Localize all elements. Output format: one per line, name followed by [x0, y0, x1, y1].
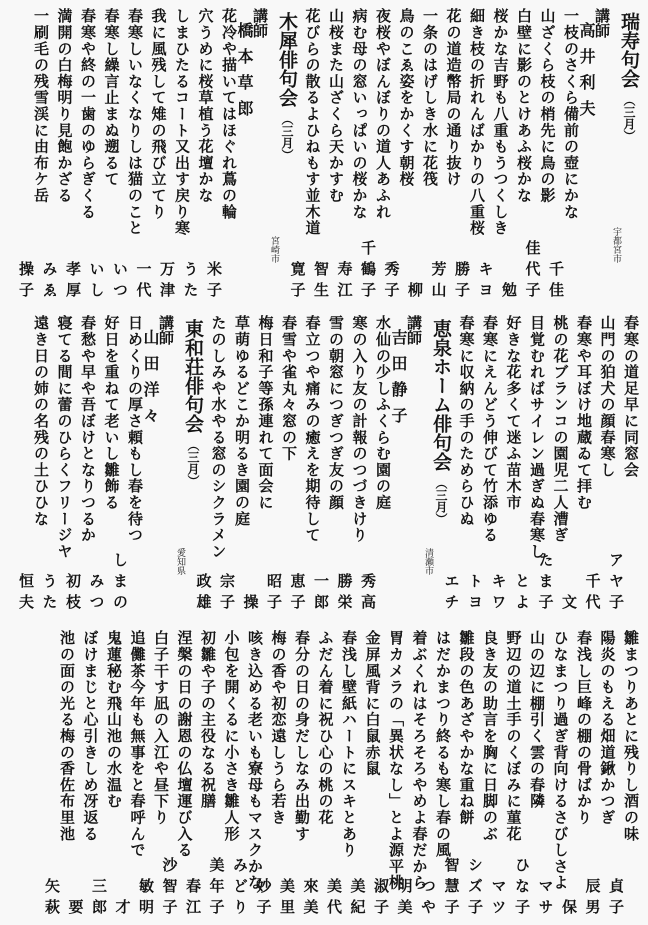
- poem-text: 春寒の道足早に同窓会: [622, 315, 640, 478]
- poem-author: みゑ: [40, 261, 59, 303]
- poem-text: 桃の花ブランコの園児二人漕ぎ: [551, 315, 570, 544]
- teacher-city: 清瀬市: [423, 548, 433, 575]
- teacher-name: 山田洋々: [141, 329, 160, 433]
- poem-text: 花びらの散るよひねもす並木道: [303, 8, 322, 237]
- group-month: （三月）: [280, 113, 294, 161]
- group-month: （三月）: [434, 477, 448, 525]
- poem-text: 白壁に影のとけあふ桜かな: [515, 8, 533, 204]
- poem-text: しまひたるコート又出す戻り寒: [173, 8, 191, 237]
- poem-text: 春雪や雀丸々窓の下: [280, 315, 298, 462]
- poem-text: 日めくりの厚さ頼もし春を待つ: [126, 315, 144, 544]
- poem-text: ひなまつり過ぎ背向けるさびしさよ: [551, 630, 570, 891]
- poem-author: みどり: [231, 857, 249, 920]
- poem-text: 一刷毛の残雪渓に由布ケ岳: [32, 8, 50, 204]
- poem-text: 涅槃の日の謝恩の仏壇運び入る: [175, 630, 194, 859]
- poem-text: 鬼蓮秘む飛山池の水温む: [105, 630, 123, 810]
- group-month: （三月）: [622, 94, 636, 142]
- poem-author: 美里: [278, 878, 296, 920]
- poem-author: 初枝: [64, 573, 82, 615]
- teacher-name: 高井利夫: [577, 22, 596, 126]
- poem-text: 我に風残して雉の飛び立てり: [149, 8, 168, 220]
- poem-author: 芳山: [429, 261, 448, 303]
- poem-text: 春愁や早や吾ぼけとなりつるか: [79, 315, 97, 544]
- poem-author: たま子: [536, 552, 555, 615]
- poem-author: 矢萩: [43, 878, 61, 920]
- poem-text: 山の辺に棚引く雲の春隣: [528, 630, 546, 810]
- poem-text: 花の道造幣局の通り抜け: [444, 8, 463, 188]
- poem-author: 勝栄: [335, 573, 354, 615]
- poem-author: 恵子: [288, 573, 307, 615]
- group-title: [604, 8, 638, 307]
- group-title: [262, 8, 296, 307]
- poem-text: 咳き込める老いも寮母もマスクかな: [246, 630, 264, 891]
- poem-text: 野辺の道土手のくぼみに菫花: [504, 630, 523, 842]
- teacher-label: 講師: [251, 8, 269, 38]
- teacher-name: 吉田静子: [389, 329, 408, 433]
- teacher-city: 愛知県: [175, 548, 185, 575]
- poem-author: 一代: [134, 261, 153, 303]
- poem-text: 春寒に収納の手のためらひぬ: [457, 315, 476, 527]
- poem-text: 好きな花多くて迷ふ苗木市: [504, 315, 523, 511]
- poem-author: 沙智子: [160, 857, 179, 920]
- poem-author: 宗子: [218, 573, 236, 615]
- poem-text: ぼけまじと心引きしめ冴返る: [81, 630, 100, 842]
- poem-text: 山ざくら枝の梢先に鳥の影: [538, 8, 557, 204]
- poem-author: うた: [40, 573, 59, 615]
- teacher-city: 宮崎市: [269, 236, 279, 263]
- poem-text: 山桜また山ざくら天かすむ: [327, 8, 345, 204]
- poem-text: 草萌ゆるどこか明るき園の庭: [233, 315, 251, 527]
- poem-author: マツ: [489, 878, 508, 920]
- poem-author: 秀高: [359, 573, 377, 615]
- poem-author: キワ: [489, 573, 508, 615]
- poem-text: 陽炎のもえる畑道鍬かつぎ: [598, 630, 617, 826]
- group-title-text: 恵泉ホーム俳句会: [430, 319, 452, 471]
- poem-text: 水仙の少しふくらむ園の庭: [374, 315, 392, 511]
- poem-author: 佳代子: [523, 240, 542, 303]
- poem-text: 初雛や子の主役なる祝膳: [199, 630, 217, 810]
- poem-text: 目覚むればサイレン過ぎぬ春寒し: [528, 315, 546, 560]
- poem-author: みつ: [87, 573, 106, 615]
- poem-author: 明美: [395, 878, 414, 920]
- tier-2: [0, 315, 648, 615]
- poem-text: 寝てる間に蕾のひらくフリージヤ: [55, 315, 74, 560]
- poem-author: 淑子: [372, 878, 390, 920]
- poem-text: 雪の朝窓につぎつぎ友の顔: [327, 315, 345, 511]
- teacher-credit: [577, 8, 621, 303]
- poem-author: 美年子: [207, 857, 226, 920]
- poem-author: 柳: [406, 282, 424, 303]
- poem-text: 寒の入り友の計報のつづきけり: [350, 315, 369, 544]
- poem-text: 雛まつりあとに残りし酒の味: [622, 630, 640, 842]
- poem-text: 追儺茶今年も無事をと春呼んで: [128, 630, 147, 859]
- poem-author: 來美: [301, 878, 320, 920]
- teacher-label: 講師: [593, 8, 611, 38]
- poem-text: 小包を開くるに小さき雛人形: [222, 630, 241, 842]
- poem-author: 妙子: [254, 878, 273, 920]
- poem-text: 一条のはげしき水に花筏: [421, 8, 439, 188]
- group-month: （三月）: [186, 439, 200, 487]
- poem-author: 美代: [325, 878, 343, 920]
- group-title: [168, 315, 202, 619]
- teacher-name: 橋本草郎: [235, 22, 254, 126]
- group-title: [416, 315, 450, 619]
- poem-author: 操子: [17, 261, 35, 303]
- poem-text: 春寒し繰言止まぬ遡るて: [102, 8, 121, 188]
- teacher-label: 講師: [157, 315, 175, 345]
- poem-author: 政雄: [194, 573, 213, 615]
- poem-author: いつ: [111, 261, 129, 303]
- poem-author: シズ子: [466, 857, 484, 920]
- poem-author: 智生: [312, 261, 330, 303]
- poem-author: 秀子: [382, 261, 401, 303]
- poem-author: 寛子: [288, 261, 307, 303]
- poem-author: いし: [87, 261, 106, 303]
- teacher-credit: [141, 315, 185, 615]
- poem-author: 昭子: [265, 573, 283, 615]
- poem-text: 夜桜やぼんぼりの道人あふれ: [374, 8, 392, 220]
- poem-author: 敏明: [137, 878, 155, 920]
- tier-1: [0, 8, 648, 303]
- poem-author: 保: [560, 899, 578, 920]
- poem-author: しまの: [111, 552, 129, 615]
- group-title-text: 東和荘俳句会: [182, 319, 204, 433]
- poem-text: 胃カメラの「異状なし」とよ源平桃: [387, 630, 405, 891]
- poem-text: 春浅し壁紙ハートにスキとあり: [340, 630, 358, 859]
- poem-text: 春分の日の身だしなみ出勤す: [293, 630, 311, 842]
- poem-text: 梅の香や初恋遠しうら若き: [269, 630, 288, 826]
- teacher-credit: [235, 8, 279, 303]
- poem-author: 千鶴子: [359, 240, 377, 303]
- poem: [43, 630, 76, 920]
- poem-text: 着ぶくれはそろそろやめよ春だから: [410, 630, 429, 891]
- poem-text: 一枝のさくら備前の壺にかな: [562, 8, 580, 220]
- poem-author: マサ: [536, 878, 555, 920]
- tier-3: [0, 630, 648, 920]
- poem-author: 操: [241, 594, 260, 615]
- teacher-credit: [389, 315, 433, 615]
- poem-text: 金屏風背に白鼠赤鼠: [363, 630, 382, 777]
- poem-text: 春寒にえんどう伸びて竹添ゆる: [481, 315, 499, 544]
- poem-author: 才: [113, 899, 132, 920]
- poem-author: 文: [560, 594, 578, 615]
- poem-author: 勝子: [453, 261, 471, 303]
- poem-text: 好日を重ねて老いし雛飾る: [102, 315, 121, 511]
- poem-author: とよ: [513, 573, 531, 615]
- poem-text: 満開の白梅明り見飽かざる: [55, 8, 74, 204]
- poem-text: たのしみや水やる窓のシクラメン: [209, 315, 228, 560]
- poem-text: 白子干す凪の入江や昼下り: [152, 630, 170, 826]
- poem-author: キヨ: [476, 261, 495, 303]
- poem-author: 寿江: [335, 261, 354, 303]
- poem-author: 勉: [500, 282, 518, 303]
- poem-author: 千代: [583, 573, 602, 615]
- teacher-city: 宇都宮市: [611, 227, 621, 263]
- poem-author: 辰男: [583, 878, 602, 920]
- poem-text: 細き枝の折れんばかりの八重桜: [468, 8, 486, 237]
- poem-text: 春寒しいなくなりしは猫のこと: [126, 8, 144, 237]
- poem-text: はだかまつり終るも寒し春の風: [434, 630, 452, 859]
- poem-author: アヤ子: [607, 552, 625, 615]
- poem-author: 貞子: [607, 878, 625, 920]
- poem-author: つや: [419, 878, 437, 920]
- poem-text: 春立つや痛みの癒えを期待して: [303, 315, 322, 544]
- poem-author: 美紀: [348, 878, 367, 920]
- teacher-label: 講師: [405, 315, 423, 345]
- poem-author: 孝厚: [64, 261, 82, 303]
- poem-text: 梅日和子等孫連れて面会に: [256, 315, 275, 511]
- poem-author: ひな子: [513, 857, 531, 920]
- group-title-text: 瑞寿句会: [618, 12, 640, 88]
- poem-author: 智慧子: [442, 857, 461, 920]
- poem-author: 米子: [205, 261, 223, 303]
- poem-author: 一郎: [312, 573, 330, 615]
- poem-text: ふだん着に祝ひ心の桃の花: [316, 630, 335, 826]
- poem-author: 万津: [158, 261, 176, 303]
- poem-author: 三郎: [90, 878, 108, 920]
- poem-text: 春浅し巨峰の棚の骨ばかり: [575, 630, 593, 826]
- poem-text: 春寒や耳ぼけ地蔵ゐて拝む: [575, 315, 593, 511]
- poem-author: うた: [181, 261, 200, 303]
- poem-text: 良き友の助言を胸に日脚のぶ: [481, 630, 499, 842]
- poem-author: トヨ: [466, 573, 484, 615]
- poem-text: 春寒や終の一歯のゆらぎくる: [79, 8, 97, 220]
- poem-text: 池の面の光る梅の香佐布里池: [58, 630, 76, 842]
- poem-text: 遠き日の姉の名残の土ひひな: [32, 315, 50, 527]
- poem-text: 山門の狛犬の顔春寒し: [598, 315, 617, 478]
- poem-author: 千佳: [547, 261, 565, 303]
- poem-text: 花冷や描いてはほぐれ蔦の輪: [220, 8, 238, 220]
- poem-text: 雛段の色あざやかな重ね餅: [457, 630, 476, 826]
- poem-text: 鳥のこゑ姿をかくす朝桜: [397, 8, 416, 188]
- poem-author: 恒夫: [17, 573, 35, 615]
- poem-author: エチ: [442, 573, 461, 615]
- poem-text: 桜かな吉野も八重もうつくしき: [491, 8, 510, 237]
- poem-author: 要: [66, 899, 85, 920]
- poem-text: 穴うめに桜草植う花壇かな: [196, 8, 215, 204]
- group-title-text: 木犀俳句会: [276, 12, 298, 107]
- poem-author: 春江: [184, 878, 202, 920]
- poem-text: 病む母の窓いっぱいの桜かな: [350, 8, 369, 220]
